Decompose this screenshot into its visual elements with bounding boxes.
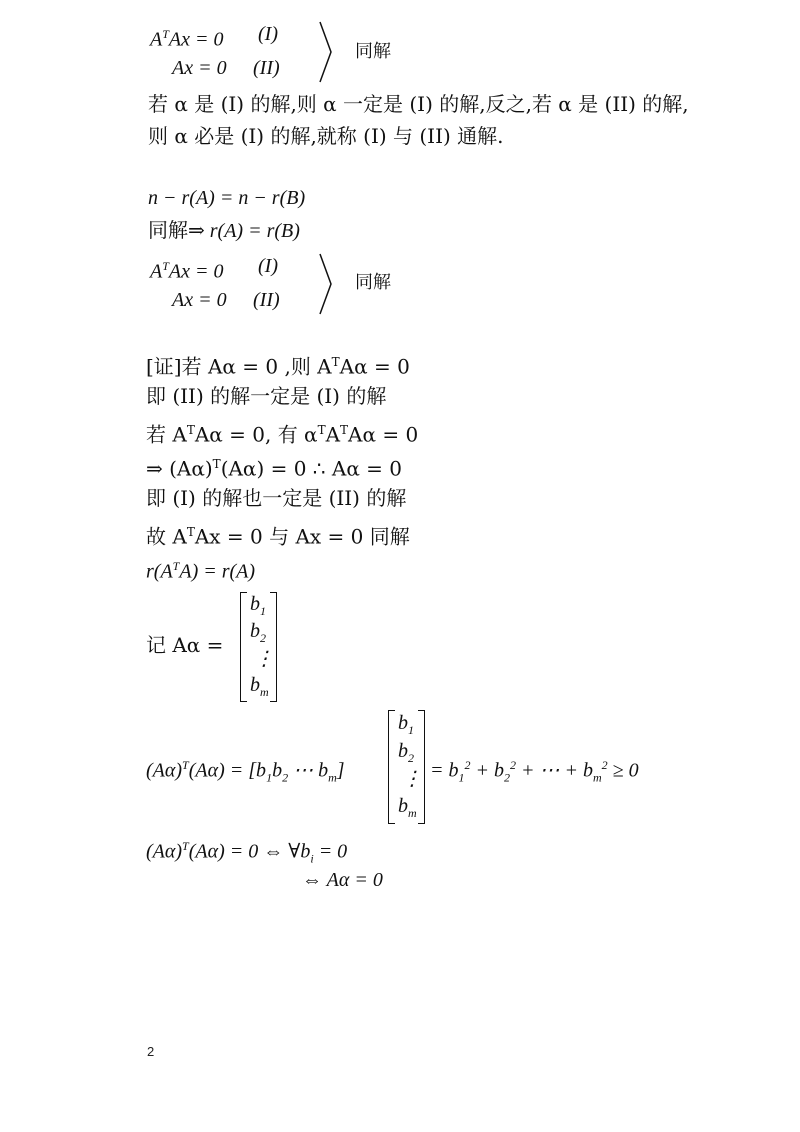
vector-entry: ⋮: [254, 648, 274, 670]
inner-product-right: = $b_1^2 + b_2^2$ + ⋯ + $b_m^2 \ge 0$: [430, 758, 639, 785]
vector-entry: $b_m$: [398, 795, 417, 820]
proof-line-7: $r(A^TA) = r(A)$: [146, 559, 256, 583]
proof-line-4: ⇒ $(A\alpha)^T(A\alpha) = 0$ ∴ Aα = 0: [146, 456, 403, 481]
label-i-2: (I): [258, 255, 278, 277]
proof-line-2: 即 (II) 的解一定是 (I) 的解: [146, 384, 387, 408]
inner-product-left: $(A\alpha)^T(A\alpha) = [b_1b_2$ ⋯ $b_m$]: [146, 758, 345, 785]
left-bracket: [388, 710, 395, 824]
same-solution-label: 同解: [355, 41, 391, 62]
label-i: (I): [258, 23, 278, 45]
eq-ata-x-2: $A^TAx = 0$: [150, 259, 224, 283]
right-angle-brace-icon: [318, 20, 334, 84]
left-bracket: [240, 592, 247, 702]
paragraph-line-1: 若 α 是 (I) 的解,则 α 一定是 (I) 的解,反之,若 α 是 (II) 的解,: [148, 92, 689, 116]
label-ii: (II): [253, 57, 280, 79]
implication-line: [148, 218, 300, 243]
rank-implication: ⇒ r(A) = r(B): [188, 220, 300, 242]
proof-line-5: 即 (I) 的解也一定是 (II) 的解: [146, 486, 407, 510]
right-angle-brace-icon: [318, 252, 334, 316]
vector-entry: $b_1$: [398, 712, 414, 737]
eq-ax: Ax = 0: [172, 57, 227, 79]
vector-entry: $b_2$: [398, 740, 414, 765]
vector-entry: $b_m$: [250, 674, 269, 699]
same-solution-prefix: 同解: [148, 218, 188, 242]
same-solution-label-2: 同解: [355, 272, 391, 293]
vector-entry: $b_1$: [250, 593, 266, 618]
paragraph-line-2: 则 α 必是 (I) 的解,就称 (I) 与 (II) 通解.: [148, 124, 504, 148]
eq-ax-2: Ax = 0: [172, 289, 227, 311]
proof-line-6: 故 $A^TAx = 0$ 与 Ax = 0 同解: [146, 524, 410, 549]
vector-entry: $b_2$: [250, 620, 266, 645]
equivalence-line-2: ⇔ Aα = 0: [302, 869, 383, 891]
vector-entry: ⋮: [402, 768, 422, 790]
rank-equation: n − r(A) = n − r(B): [148, 187, 306, 209]
equivalence-line-1: $(A\alpha)^T(A\alpha) = 0$ ⇔ $\forall b_i = 0$: [146, 839, 348, 866]
label-ii-2: (II): [253, 289, 280, 311]
proof-line-1: [证]若 Aα = 0 ,则 $A^TA\alpha = 0$: [146, 354, 410, 379]
proof-line-3: 若 $A^TA\alpha = 0$, 有 $\alpha^TA^TA\alpha = 0$: [146, 422, 419, 447]
page-number: 2: [147, 1044, 155, 1059]
eq-ata-x: $A^TAx = 0$: [150, 27, 224, 51]
vector-definition-label: 记 Aα =: [146, 633, 224, 657]
